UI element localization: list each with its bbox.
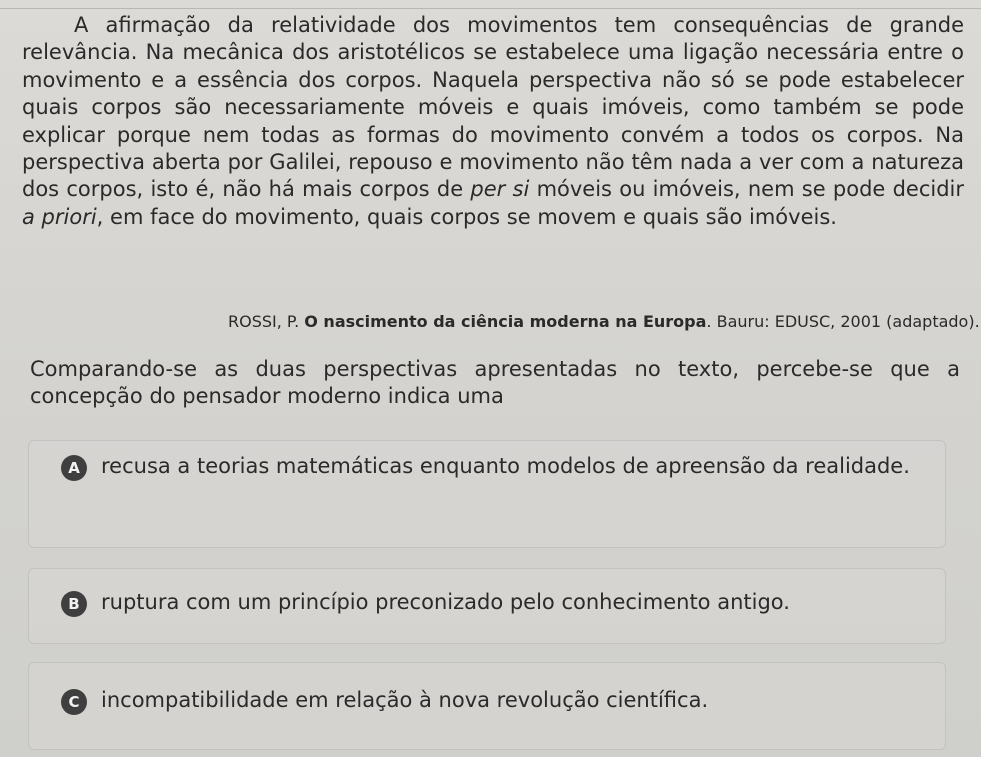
answer-option-c[interactable] bbox=[28, 662, 946, 750]
answer-option-b[interactable] bbox=[28, 568, 946, 644]
option-text: incompatibilidade em relação à nova revolução científica. bbox=[101, 688, 709, 712]
passage-text-part-3: , em face do movimento, quais corpos se movem e quais são imóveis. bbox=[96, 204, 837, 229]
option-text: ruptura com um princípio preconizado pelo conhecimento antigo. bbox=[101, 590, 790, 614]
citation-title: O nascimento da ciência moderna na Europa bbox=[304, 312, 707, 331]
option-letter-badge: C bbox=[61, 689, 87, 715]
citation-details: . Bauru: EDUSC, 2001 (adaptado). bbox=[706, 312, 980, 331]
passage-italic-a-priori: a priori bbox=[22, 204, 97, 229]
passage-text bbox=[22, 12, 964, 231]
source-citation bbox=[228, 312, 980, 332]
citation-author: ROSSI, P. bbox=[228, 312, 300, 331]
passage-italic-per-si: per si bbox=[470, 177, 530, 202]
passage-text-part-2: móveis ou imóveis, nem se pode decidir bbox=[536, 177, 964, 202]
option-letter-badge: B bbox=[61, 591, 87, 617]
top-divider bbox=[0, 8, 981, 9]
question-prompt: Comparando-se as duas perspectivas apresentadas no texto, percebe-se que a concepção do pensador moderno indica uma bbox=[30, 357, 960, 408]
passage-text-part-1: A afirmação da relatividade dos movimentos tem consequências de grande relevância. Na mecânica dos aristotélicos se estabelece uma ligação necessária entre o movimento e a essência dos corpos. Naquela perspectiva não só se pode estabelecer quais corpos são necessariamente móveis e quais imóveis, como também se pode explicar porque nem todas as formas do movimento convém a todos os corpos. Na perspectiva aberta por Galilei, repouso e movimento não têm nada a ver com a natureza dos corpos, isto é, não há mais corpos de bbox=[22, 13, 964, 202]
answer-option-a[interactable] bbox=[28, 440, 946, 548]
option-text: recusa a teorias matemáticas enquanto modelos de apreensão da realidade. bbox=[101, 454, 910, 478]
option-letter-badge: A bbox=[61, 455, 87, 481]
